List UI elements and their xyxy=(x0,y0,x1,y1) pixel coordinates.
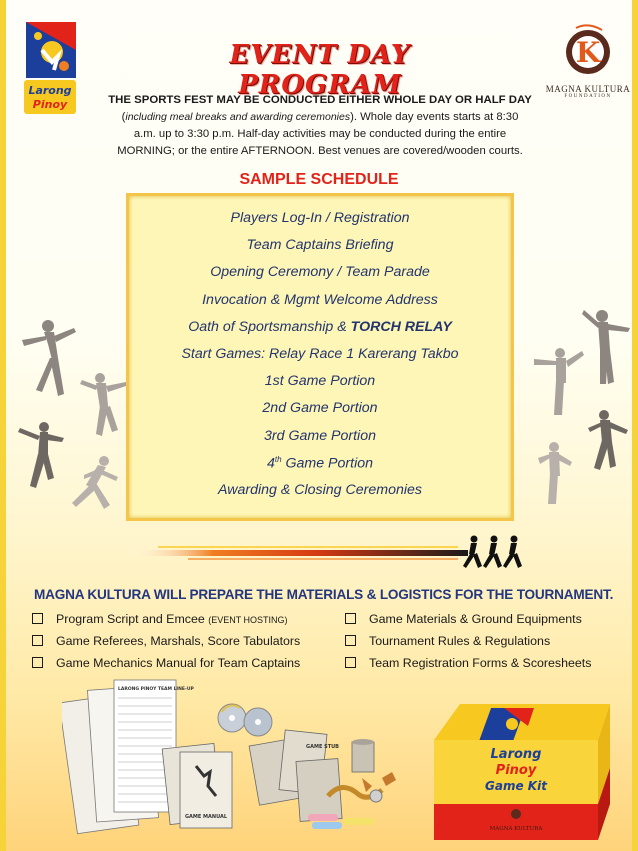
lineup-label: LARONG PINOY TEAM LINE-UP xyxy=(118,687,194,692)
athlete-silhouette xyxy=(18,318,78,398)
intro-line-1 xyxy=(90,109,550,126)
schedule-item: Awarding & Closing Ceremonies xyxy=(218,481,422,498)
materials-item: Tournament Rules & Regulations xyxy=(345,633,591,655)
checkbox-icon xyxy=(345,613,356,624)
materials-item: Team Registration Forms & Scoresheets xyxy=(345,655,591,677)
schedule-item: Team Captains Briefing xyxy=(246,237,394,254)
logo-right-name: MAGNA KULTURA xyxy=(545,84,631,94)
intro-paren-open: ( xyxy=(121,111,126,123)
manual-label: GAME MANUAL xyxy=(184,814,228,820)
svg-text:K: K xyxy=(575,36,601,69)
schedule-list xyxy=(129,196,511,509)
logo-left-text-1: Larong xyxy=(28,84,72,97)
athlete-silhouette xyxy=(64,455,120,519)
manuals xyxy=(162,743,232,828)
checkbox-icon xyxy=(345,635,356,646)
box-text-3: Game Kit xyxy=(485,779,547,793)
materials-list-left xyxy=(32,611,300,677)
game-stubs xyxy=(249,730,342,821)
schedule-item: Opening Ceremony / Team Parade xyxy=(210,264,430,281)
intro-line-2: a.m. up to 3:30 p.m. Half-day activities may be conducted during the entire xyxy=(133,128,507,140)
athlete-silhouette xyxy=(532,345,584,417)
schedule-box xyxy=(126,193,514,521)
intro-line-3: MORNING; or the entire AFTERNOON. Best venues are covered/wooden courts. xyxy=(117,145,523,157)
checkbox-icon xyxy=(32,657,43,668)
athlete-silhouette xyxy=(536,440,574,506)
schedule-item: Invocation & Mgmt Welcome Address xyxy=(202,291,438,308)
schedule-item: Start Games: Relay Race 1 Karerang Takbo xyxy=(181,345,459,362)
schedule-item: 3rd Game Portion xyxy=(264,427,376,444)
game-kit-box xyxy=(420,700,612,842)
checkbox-icon xyxy=(345,657,356,668)
athlete-silhouette xyxy=(78,370,128,440)
schedule-item: 4th Game Portion xyxy=(266,454,374,472)
box-brand: MAGNA KULTURA xyxy=(489,826,543,832)
magna-kultura-wordmark xyxy=(545,84,631,99)
stub-label: GAME STUB xyxy=(306,744,339,750)
checkbox-icon xyxy=(32,613,43,624)
box-text-1: Larong xyxy=(490,747,542,762)
checkbox-icon xyxy=(32,635,43,646)
cds xyxy=(218,704,272,736)
intro-lead: THE SPORTS FEST MAY BE CONDUCTED EITHER WHOLE DAY OR HALF DAY xyxy=(108,94,532,106)
logo-right-sub: FOUNDATION xyxy=(564,94,612,99)
intro-paragraph xyxy=(90,92,550,160)
athlete-silhouette xyxy=(582,308,632,388)
decorative-divider xyxy=(128,538,468,568)
schedule-title: SAMPLE SCHEDULE xyxy=(239,171,399,188)
kit-contents-illustration xyxy=(62,678,402,838)
materials-heading: MAGNA KULTURA WILL PREPARE THE MATERIALS & LOGISTICS FOR THE TOURNAMENT. xyxy=(34,587,614,602)
runners-silhouette xyxy=(462,534,532,570)
schedule-item: 1st Game Portion xyxy=(264,373,376,390)
schedule-item: Oath of Sportsmanship & TORCH RELAY xyxy=(188,318,452,335)
athlete-silhouette xyxy=(586,408,630,472)
materials-list-right xyxy=(345,611,591,677)
schedule-item: 2nd Game Portion xyxy=(262,400,378,417)
athlete-silhouette xyxy=(18,420,66,490)
intro-paren-close: ). Whole day events starts at 8:30 xyxy=(350,111,519,123)
schedule-item: Players Log-In / Registration xyxy=(230,210,410,226)
materials-item: Game Mechanics Manual for Team Captains xyxy=(32,655,300,677)
page-title: EVENT DAY PROGRAM xyxy=(229,40,411,100)
torch-relay: TORCH RELAY xyxy=(350,318,452,335)
logo-left-text-2: Pinoy xyxy=(32,98,68,111)
materials-item: Game Materials & Ground Equipments xyxy=(345,611,591,633)
larong-pinoy-logo xyxy=(22,20,78,116)
materials-item: Game Referees, Marshals, Score Tabulators xyxy=(32,633,300,655)
box-text-2: Pinoy xyxy=(495,763,537,778)
intro-italic: including meal breaks and awarding ceremonies xyxy=(125,111,351,123)
materials-item: Program Script and Emcee (EVENT HOSTING) xyxy=(32,611,300,633)
